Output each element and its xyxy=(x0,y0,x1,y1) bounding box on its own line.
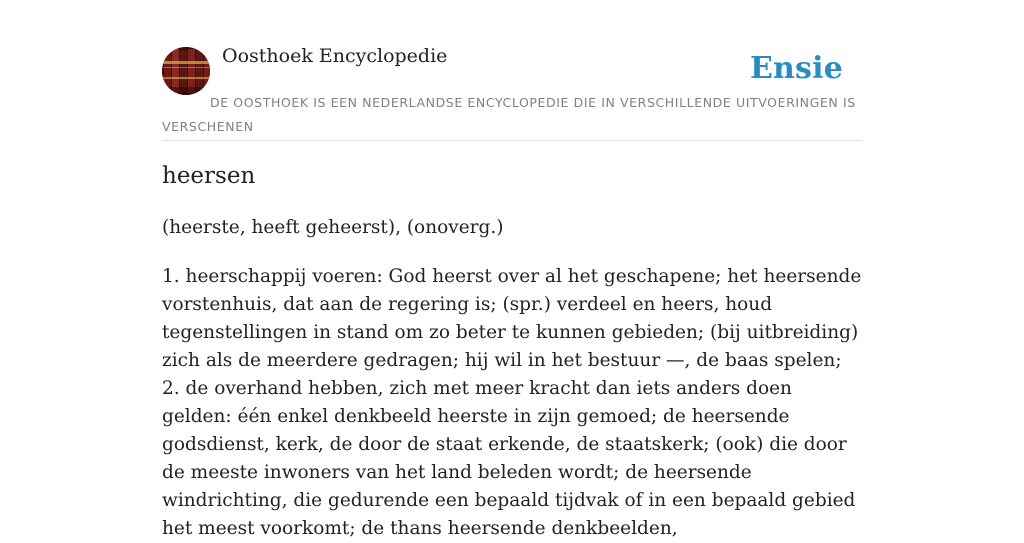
page xyxy=(162,0,862,539)
brand-logo-link[interactable]: Ensie xyxy=(749,51,843,86)
site-header xyxy=(162,0,862,141)
entry-grammar: (heerste, heeft geheerst), (onoverg.) xyxy=(162,217,504,238)
encyclopedia-books-icon[interactable] xyxy=(162,47,210,95)
site-title-link[interactable]: Oosthoek Encyclopedie xyxy=(222,45,448,67)
definition-item: 2. de overhand hebben, zich met meer kracht dan iets anders doen gelden: één enkel denkbeeld heerste in zijn gemoed; de heersende godsdienst, kerk, de door de staat erkende, de staatskerk; (ook) die door de meeste inwoners van het land beleden wordt; de heersende windrichting, die gedurende een bepaald tijdvak of in een bepaald gebied het meest voorkomt; de thans heersende denkbeelden, xyxy=(162,378,856,539)
site-tagline: DE OOSTHOEK IS EEN NEDERLANDSE ENCYCLOPEDIE DIE IN VERSCHILLENDE UITVOERINGEN IS VERSCHENEN xyxy=(162,95,856,134)
entry-definitions xyxy=(162,263,862,543)
definition-item: 1. heerschappij voeren: God heerst over al het geschapene; het heersende vorstenhuis, dat aan de regering is; (spr.) verdeel en heers, houd tegenstellingen in stand om zo beter te kunnen gebieden; (bij uitbreiding) zich als de meerdere gedragen; hij wil in het bestuur —, de baas spelen; xyxy=(162,266,862,371)
entry-headword: heersen xyxy=(162,163,256,189)
